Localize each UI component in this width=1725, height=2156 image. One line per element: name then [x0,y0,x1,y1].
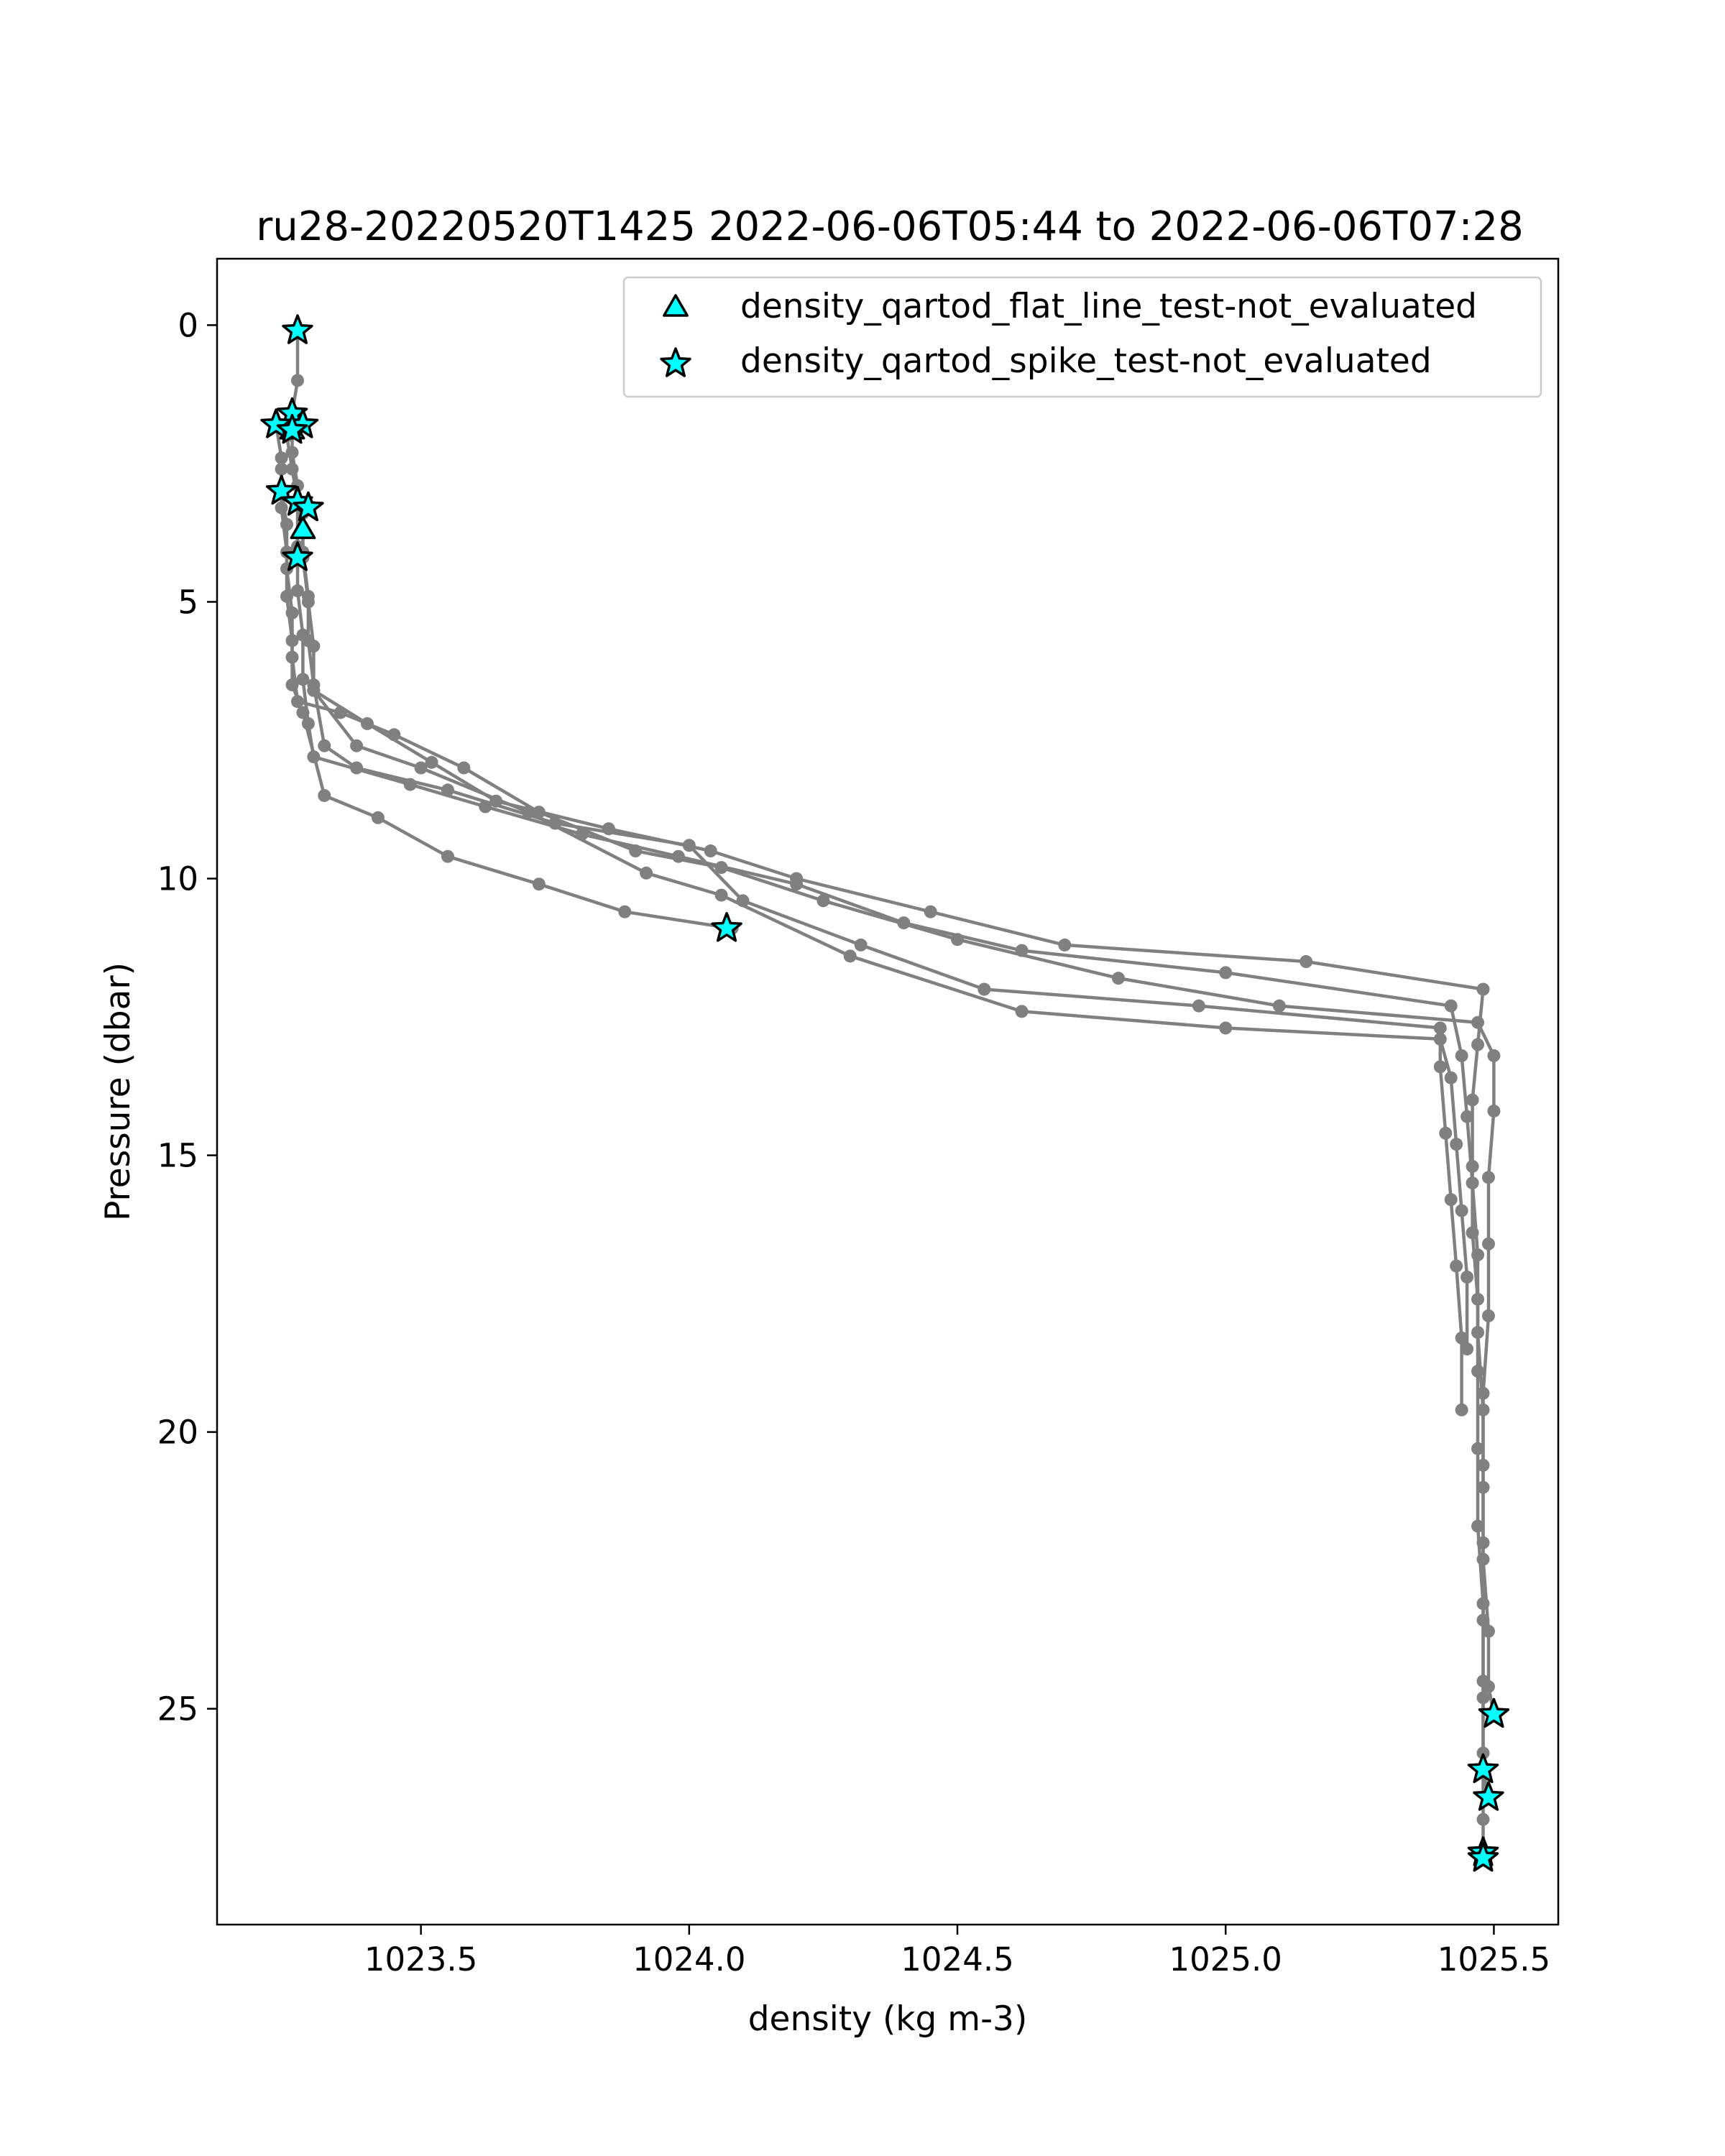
data-point [1460,1342,1473,1355]
data-point [951,933,964,946]
data-point [522,806,535,819]
data-point [1466,1226,1479,1239]
data-point [350,761,363,774]
data-point [618,906,631,918]
data-point [441,783,454,796]
data-point [318,740,331,752]
data-point [924,906,937,918]
data-point [275,502,288,515]
data-point [533,877,546,890]
x-tick-label: 1025.0 [1169,1940,1282,1978]
plot-area [217,259,1558,1925]
data-point [1487,1105,1500,1118]
data-point [1466,1094,1479,1107]
data-point [844,949,857,962]
x-tick-label: 1023.5 [364,1940,478,1978]
y-axis-label: Pressure (dbar) [98,962,138,1222]
data-point [1482,1309,1495,1322]
data-point [1477,1674,1490,1687]
data-point [291,374,304,387]
data-point [1471,1365,1484,1378]
data-point [1455,1049,1468,1062]
data-point [361,717,374,730]
data-point [1300,955,1312,968]
data-point [296,706,309,719]
data-point [704,844,717,857]
data-point [1455,1404,1468,1416]
data-point [457,761,470,774]
data-point [1112,972,1125,985]
data-point [372,811,385,824]
data-point [1471,1442,1484,1455]
data-point [1482,1171,1495,1184]
data-point [1477,1813,1490,1826]
data-point [1455,1204,1468,1217]
data-point [1445,1193,1458,1206]
y-tick-label: 15 [157,1136,198,1175]
data-point [978,983,990,996]
y-tick-label: 10 [157,860,198,898]
data-point [1016,1005,1029,1018]
data-point [790,872,803,885]
data-point [1445,1000,1458,1013]
x-tick-label: 1024.0 [632,1940,746,1978]
data-point [1477,983,1490,996]
y-tick-label: 20 [157,1413,198,1452]
x-tick-label: 1024.5 [901,1940,1014,1978]
data-point [1219,1021,1232,1034]
data-point [1477,1597,1490,1610]
data-point [275,463,288,476]
legend-label-spike: density_qartod_spike_test-not_evaluated [740,341,1432,381]
data-point [1471,1016,1484,1029]
chart-title: ru28-20220520T1425 2022-06-06T05:44 to 2022-06-06T07:28 [256,203,1524,250]
data-point [1460,1271,1473,1284]
data-point [1273,1000,1286,1013]
data-point [1450,1138,1463,1151]
data-point [280,590,293,603]
data-point [1471,1038,1484,1051]
x-tick-label: 1025.5 [1437,1940,1551,1978]
data-point [1487,1049,1500,1062]
data-point [1434,1033,1447,1046]
data-point [415,761,428,774]
data-point [1471,1520,1484,1533]
data-point [1482,1238,1495,1250]
data-point [1058,939,1071,952]
legend [624,277,1541,397]
data-point [1466,1160,1479,1173]
data-point [1192,1000,1205,1013]
data-point [715,889,728,902]
data-point [285,634,298,647]
y-tick-label: 25 [157,1690,198,1728]
data-point [1445,1072,1458,1084]
data-point [1219,966,1232,979]
data-point [629,844,642,857]
x-axis-label: density (kg m-3) [748,1999,1028,2039]
data-point [1434,1060,1447,1073]
data-point [302,634,315,647]
data-point [285,446,298,459]
data-point [285,678,298,691]
data-point [302,590,315,603]
legend-label-flat-line: density_qartod_flat_line_test-not_evaluated [740,287,1478,326]
data-point [1450,1260,1463,1273]
data-point [1439,1127,1452,1140]
data-point [441,850,454,863]
data-point [855,939,868,952]
data-point [350,740,363,752]
data-point [683,839,696,852]
data-point [1434,1021,1447,1034]
y-tick-label: 0 [178,306,198,345]
data-point [816,894,829,907]
data-point [640,867,653,880]
data-point [1471,1293,1484,1306]
data-point [318,789,331,802]
y-tick-label: 5 [178,583,198,622]
data-point [307,684,320,697]
